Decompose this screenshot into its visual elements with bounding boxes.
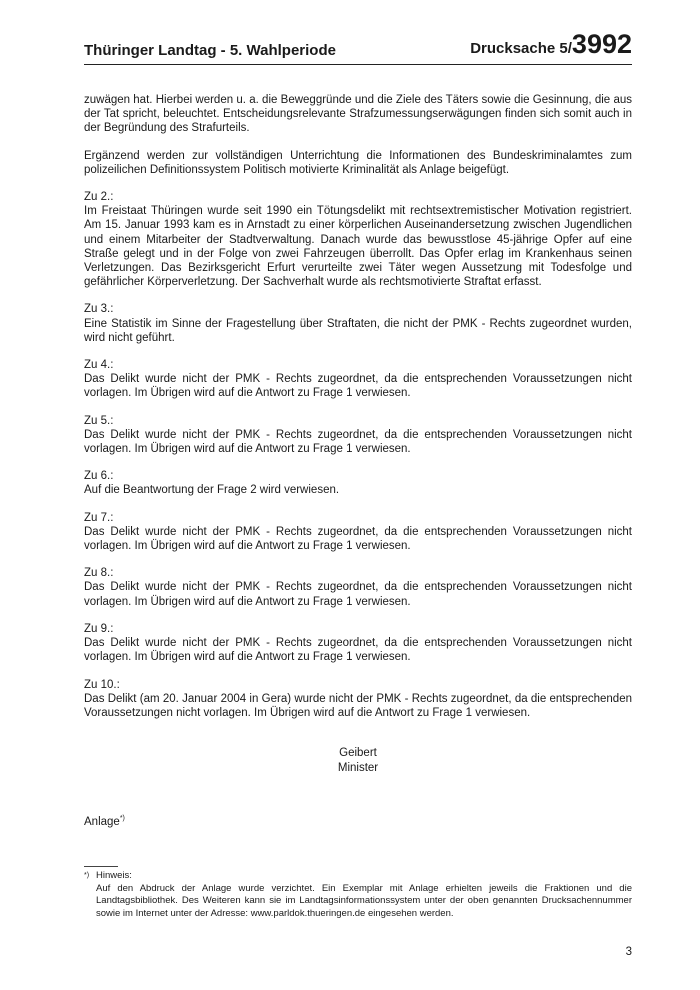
answer-text: Das Delikt (am 20. Januar 2004 in Gera) wurde nicht der PMK - Rechts zugeordnet, da die entsprechenden Voraussetzungen nicht vorlagen. Im Übrigen wird auf die Antwort zu Frage 1 verwiesen.: [84, 692, 632, 719]
answer-text: Ergänzend werden zur vollständigen Unterrichtung die Informationen des Bundeskriminalamtes zum polizeilichen Definitionssystem Politisch motivierte Kriminalität als Anlage beigefügt.: [84, 149, 632, 176]
answer-section: [84, 149, 632, 177]
answer-heading: Zu 4.:: [84, 359, 114, 372]
answer-section: [84, 358, 632, 401]
answer-section: [84, 469, 632, 497]
footnote-title: Hinweis:: [96, 870, 132, 881]
parliament-title: Thüringer Landtag - 5. Wahlperiode: [84, 42, 336, 59]
attachment-footnote-mark: *): [119, 815, 125, 822]
answer-heading: Zu 6.:: [84, 470, 114, 483]
signatory-name: Geibert: [339, 747, 377, 759]
footnote-divider: [84, 866, 118, 867]
answer-text: Das Delikt wurde nicht der PMK - Rechts zugeordnet, da die entsprechenden Voraussetzungen nicht vorlagen. Im Übrigen wird auf die Antwort zu Frage 1 verwiesen.: [84, 581, 632, 608]
answer-heading: Zu 3.:: [84, 303, 114, 316]
answer-section: [84, 511, 632, 554]
answer-section: [84, 190, 632, 289]
answer-text: Das Delikt wurde nicht der PMK - Rechts zugeordnet, da die entsprechenden Voraussetzungen nicht vorlagen. Im Übrigen wird auf die Antwort zu Frage 1 verwiesen.: [84, 525, 632, 553]
page-number: 3: [625, 946, 632, 958]
attachment-label: Anlage: [84, 815, 120, 828]
answer-section: [84, 302, 632, 345]
answer-text: zuwägen hat. Hierbei werden u. a. die Beweggründe und die Ziele des Täters sowie die Gesinnung, die aus der Tat spricht, beleuchtet. Entscheidungsrelevante Strafzumessungserwägungen finden sich somit auch in der Begründung des Strafurteils.: [84, 94, 632, 135]
answer-text: Eine Statistik im Sinne der Fragestellung über Straftaten, die nicht der PMK - Rechts zugeordnet wurden, wird nicht geführt.: [84, 317, 632, 344]
document-body: [84, 93, 632, 733]
attachment-note: [84, 815, 125, 828]
signature-block: [84, 746, 632, 776]
answer-section: [84, 414, 632, 457]
answer-heading: Zu 9.:: [84, 622, 114, 635]
answer-section: [84, 678, 632, 721]
answer-text: Das Delikt wurde nicht der PMK - Rechts zugeordnet, da die entsprechenden Voraussetzungen nicht vorlagen. Im Übrigen wird auf die Antwort zu Frage 1 verwiesen.: [84, 428, 632, 456]
answer-heading: Zu 5.:: [84, 414, 114, 427]
drucksache-label: Drucksache 5/: [470, 40, 572, 57]
answer-heading: Zu 7.:: [84, 511, 114, 524]
page-header: [84, 28, 632, 65]
answer-section: [84, 566, 632, 609]
footnote-text: Auf den Abdruck der Anlage wurde verzichtet. Ein Exemplar mit Anlage erhielten jeweils die Fraktionen und die Landtagsbibliothek. Des Weiteren kann sie im Landtagsinformationssystem unter der oben genannten Drucksachennummer sowie im Internet unter der Adresse: www.parldok.thueringen.de eingesehen werden.: [96, 882, 632, 919]
footnote-mark: *): [84, 872, 90, 879]
answer-text: Im Freistaat Thüringen wurde seit 1990 ein Tötungsdelikt mit rechtsextremistischer Motivation registriert. Am 15. Januar 1993 kam es in Arnstadt zu einer körperlichen Auseinandersetzung zwischen Jugendlichen und einem Mitarbeiter der Stadtverwaltung. Danach wurde das bewusstlose 45-jährige Opfer auf eine Straße gelegt und in der Folge von zwei Fahrzeugen überrollt. Das Opfer erlag im Krankenhaus seinen Verletzungen. Das Bezirksgericht Erfurt verurteilte zwei Täter wegen Aussetzung mit Todesfolge und gefährlicher Körperverletzung. Der Sachverhalt wurde als rechtsmotivierte Straftat erfasst.: [84, 205, 632, 289]
drucksache-reference: [470, 29, 632, 60]
answer-heading: Zu 2.:: [84, 191, 114, 204]
answer-text: Das Delikt wurde nicht der PMK - Rechts zugeordnet, da die entsprechenden Voraussetzungen nicht vorlagen. Im Übrigen wird auf die Antwort zu Frage 1 verwiesen.: [84, 637, 632, 664]
signatory-role: Minister: [337, 762, 379, 774]
answer-text: Auf die Beantwortung der Frage 2 wird verwiesen.: [84, 484, 340, 497]
footnote: [84, 870, 632, 920]
answer-heading: Zu 8.:: [84, 567, 114, 580]
drucksache-number: 3992: [571, 29, 632, 59]
answer-heading: Zu 10.:: [84, 678, 120, 691]
answer-section: [84, 93, 632, 136]
answer-section: [84, 622, 632, 665]
answer-text: Das Delikt wurde nicht der PMK - Rechts zugeordnet, da die entsprechenden Voraussetzungen nicht vorlagen. Im Übrigen wird auf die Antwort zu Frage 1 verwiesen.: [84, 373, 632, 400]
